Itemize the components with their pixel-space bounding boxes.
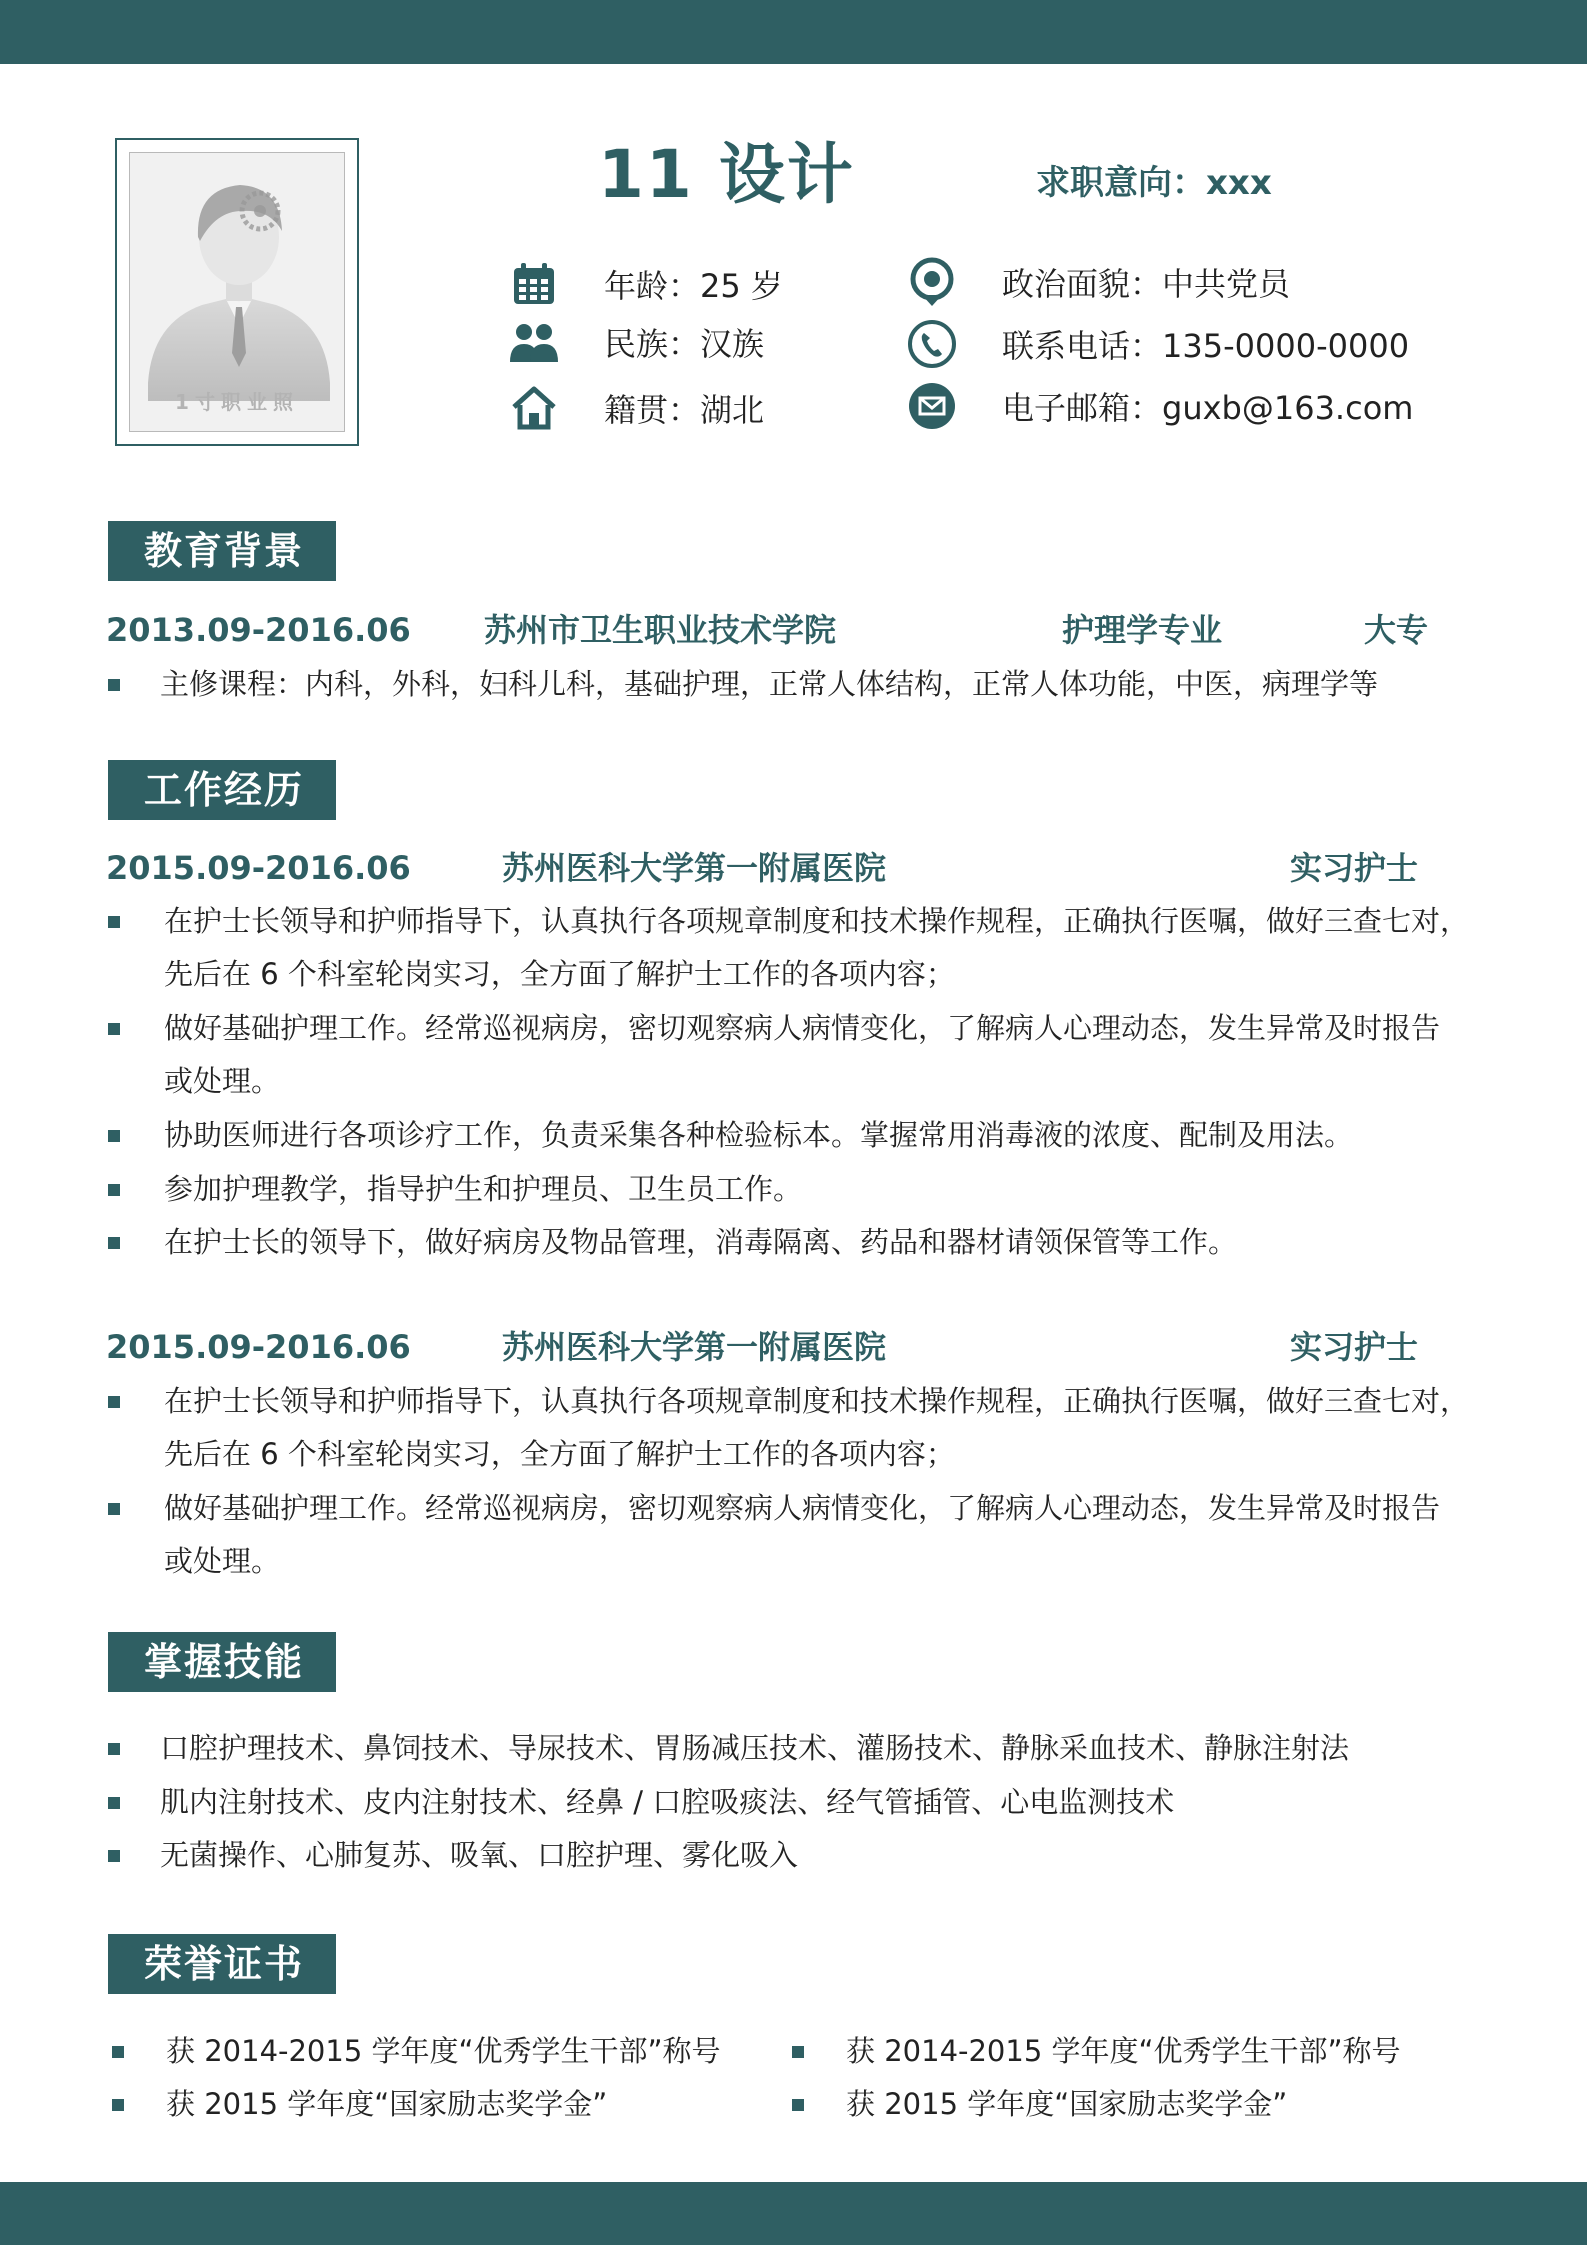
bullet-marker [108,1184,120,1196]
education-courses: 主修课程：内科，外科，妇科儿科，基础护理，正常人体结构，正常人体功能，中医，病理学等 [160,667,1379,701]
job-date: 2015.09-2016.06 [106,849,411,887]
bullet-marker [108,1396,120,1408]
honors-heading: 荣誉证书 [108,1934,336,1994]
education-degree: 大专 [1364,611,1429,649]
bullet-marker [108,1130,120,1142]
info-age [508,258,783,310]
info-origin [508,382,764,434]
bullet-marker [112,2099,124,2111]
bullet-marker [792,2046,804,2058]
photo-caption: 1寸职业照 [175,390,299,414]
skill-item: 口腔护理技术、鼻饲技术、导尿技术、胃肠减压技术、灌肠技术、静脉采血技术、静脉注射法 [160,1731,1350,1765]
education-date: 2013.09-2016.06 [106,611,411,649]
job-org: 苏州医科大学第一附属医院 [502,849,887,887]
bullet-marker [112,2046,124,2058]
honor-item: 获 2014-2015 学年度“优秀学生干部”称号 [166,2034,721,2068]
bullet-marker [108,1237,120,1249]
email-text: 电子邮箱：guxb@163.com [1002,389,1414,427]
bullet-marker [108,1743,120,1755]
job-duty-line: 做好基础护理工作。经常巡视病房，密切观察病人病情变化，了解病人心理动态，发生异常及时报告 [164,1491,1441,1525]
job-duty-line: 或处理。 [164,1544,281,1578]
age-text: 年龄：25 岁 [604,267,783,305]
job-date: 2015.09-2016.06 [106,1328,411,1366]
job-duty-line: 在护士长的领导下，做好病房及物品管理，消毒隔离、药品和器材请领保管等工作。 [164,1225,1238,1259]
honor-item: 获 2015 学年度“国家励志奖学金” [846,2087,1288,2121]
profile-photo [115,138,359,446]
bottom-banner [0,2182,1587,2245]
nation-text: 民族：汉族 [604,325,765,363]
work-heading: 工作经历 [108,760,336,820]
job-duty-line: 在护士长领导和护师指导下，认真执行各项规章制度和技术操作规程，正确执行医嘱，做好三查七对， [164,1384,1470,1418]
phone-icon [906,318,958,370]
info-politics [906,256,1290,308]
education-heading: 教育背景 [108,521,336,581]
location-icon [906,256,958,308]
job-duty-line: 先后在 6 个科室轮岗实习，全方面了解护士工作的各项内容； [164,957,955,991]
job-duty-line: 协助医师进行各项诊疗工作，负责采集各种检验标本。掌握常用消毒液的浓度、配制及用法。 [164,1118,1354,1152]
job-duty-line: 先后在 6 个科室轮岗实习，全方面了解护士工作的各项内容； [164,1437,955,1471]
info-email [906,380,1413,432]
info-phone [906,318,1409,370]
phone-text: 联系电话：135-0000-0000 [1002,327,1410,365]
politics-text: 政治面貌：中共党员 [1002,265,1291,303]
skills-heading: 掌握技能 [108,1632,336,1692]
job-duty-line: 或处理。 [164,1064,281,1098]
job-org: 苏州医科大学第一附属医院 [502,1328,887,1366]
education-school: 苏州市卫生职业技术学院 [484,611,837,649]
job-role: 实习护士 [1290,1328,1419,1366]
skill-item: 无菌操作、心肺复苏、吸氧、口腔护理、雾化吸入 [160,1838,799,1872]
top-banner [0,0,1587,64]
job-duty-line: 参加护理教学，指导护生和护理员、卫生员工作。 [164,1172,803,1206]
info-nation [508,316,764,368]
job-role: 实习护士 [1290,849,1419,887]
skill-item: 肌内注射技术、皮内注射技术、经鼻 / 口腔吸痰法、经气管插管、心电监测技术 [160,1785,1175,1819]
bullet-marker [108,916,120,928]
bullet-marker [108,1023,120,1035]
bullet-marker [108,1797,120,1809]
bullet-marker [108,1850,120,1862]
candidate-name: 11 设计 [598,136,855,213]
people-icon [508,316,560,368]
calendar-icon [508,258,560,310]
bullet-marker [108,1503,120,1515]
job-duty-line: 在护士长领导和护师指导下，认真执行各项规章制度和技术操作规程，正确执行医嘱，做好三查七对， [164,904,1470,938]
mail-icon [906,380,958,432]
home-icon [508,382,560,434]
origin-text: 籍贯：湖北 [604,391,765,429]
honor-item: 获 2015 学年度“国家励志奖学金” [166,2087,608,2121]
photo-placeholder [129,152,345,432]
bullet-marker [108,679,120,691]
honor-item: 获 2014-2015 学年度“优秀学生干部”称号 [846,2034,1401,2068]
job-duty-line: 做好基础护理工作。经常巡视病房，密切观察病人病情变化，了解病人心理动态，发生异常及时报告 [164,1011,1441,1045]
bullet-marker [792,2099,804,2111]
education-major: 护理学专业 [1062,611,1223,649]
job-intention: 求职意向：xxx [1036,163,1272,203]
